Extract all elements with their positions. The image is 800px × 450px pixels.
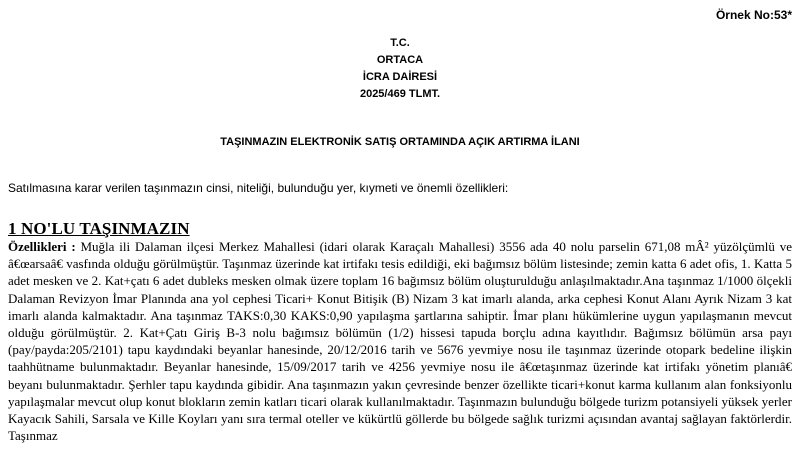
header-file-number: 2025/469 TLMT. [359,88,441,100]
document-header [0,35,800,103]
property-features [8,238,792,444]
header-office: İCRA DAİRESİ [362,71,438,83]
features-label: Özellikleri : [8,239,76,254]
header-city: ORTACA [376,54,424,66]
header-republic: T.C. [390,37,410,49]
property-title: 1 NO'LU TAŞINMAZIN [8,219,190,238]
intro-text: Satılmasına karar verilen taşınmazın cinsi, niteliği, bulunduğu yer, kıymeti ve önemli özellikleri: [8,181,509,195]
announcement-title: TAŞINMAZIN ELEKTRONİK SATIŞ ORTAMINDA AÇIK ARTIRMA İLANI [220,136,580,148]
example-number: Örnek No:53* [715,8,792,22]
features-text: Muğla ili Dalaman ilçesi Merkez Mahallesi (idari olarak Karaçalı Mahallesi) 3556 ada 40 nolu parselin 671,08 mÂ² yüzölçümlü ve â€œarsaâ€ vasfında olduğu görülmüştür. Taşınmaz üzerinde kat irtifakı tesis edildiği, eki bağımsız bölüm listesinde; zemin katta 6 adet ofis, 1. Katta 5 adet mesken ve 2. Kat+çatı 6 adet dubleks mesken olmak üzere toplam 16 bağımsız bölüm oluşturulduğu anlaşılmaktadır.Ana taşınmaz 1/1000 ölçekli Dalaman Revizyon İmar Planında ana yol cephesi Ticari+ Konut Bitişik (B) Nizam 3 kat imarlı alanda, arka cephesi Konut Alanı Ayrık Nizam 3 kat imarlı alanda kalmaktadır. Ana taşınmaz TAKS:0,30 KAKS:0,90 yapılaşma şartlarına sahiptir. İmar planı hükümlerine uygun yapılaşmanın mevcut olduğu görülmüştür. 2. Kat+Çatı Giriş B-3 nolu bağımsız bölümün (1/2) hissesi tapuda borçlu adına kayıtlıdır. Bağımsız bölümün arsa payı (pay/payda:205/2101) tapu kaydındaki beyanlar hanesinde, 20/12/2016 tarih ve 5676 yevmiye nosu ile taşınmaz üzerinde otopark bedeline ilişkin taahhütname bulunmaktadır. Beyanlar hanesinde, 15/09/2017 tarih ve 4256 yevmiye nosu ile â€œtaşınmaz üzerinde kat irtifakı yönetim planıâ€ beyanı bulunmaktadır. Şerhler tapu kaydında gibidir. Ana taşınmazın yakın çevresinde benzer özellikte ticari+konut karma kullanım alan fonksiyonlu yapılaşmalar mevcut olup konut blokların zemin katları ticari olarak kullanılmaktadır. Taşınmazın bulunduğu bölgede turizm potansiyeli yüksek yerler Kayacık Sahili, Sarsala ve Kille Koyları yanı sıra termal oteller ve kükürtlü göllerde bu bölgede sağlık turizmi açısından avantaj sağlayan faktörlerdir. Taşınmaz [8,239,792,444]
